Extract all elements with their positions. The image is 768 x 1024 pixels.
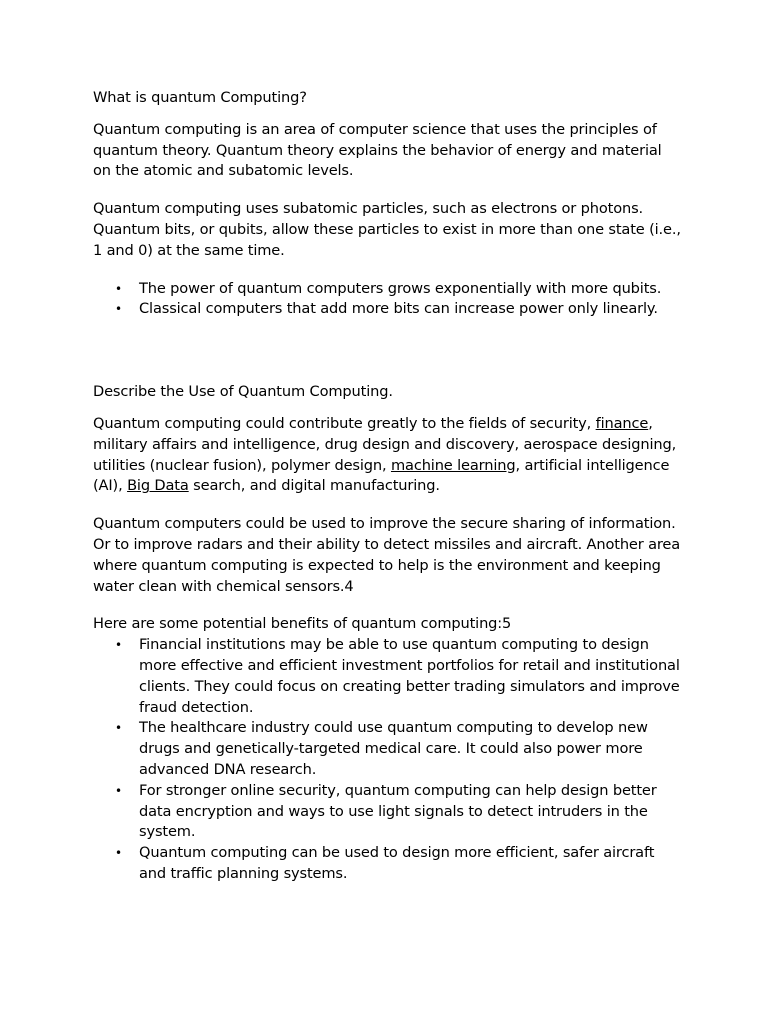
list-item-text: The power of quantum computers grows exponentially with more qubits. (139, 279, 662, 297)
paragraph-definition: Quantum computing is an area of computer science that uses the principles of quantum theory. Quantum theory explains the behavior of energy and material on the atomic and subatomic levels. (93, 120, 662, 180)
paragraph-text: Quantum computing could contribute greatly to the fields of security, (93, 414, 596, 432)
bullet-icon: • (115, 721, 122, 736)
paragraph-text: , artificial intelligence (AI), (93, 456, 670, 495)
list-item-text: Quantum computing can be used to design more efficient, safer aircraft and traffic planning systems. (139, 844, 655, 882)
list-item-text: The healthcare industry could use quantum computing to develop new drugs and genetically-targeted medical care. It could also power more advanced DNA research. (139, 719, 648, 778)
document-body (93, 88, 683, 885)
bullet-icon: • (115, 783, 122, 798)
section-heading-what-is: What is quantum Computing? (93, 89, 307, 106)
list-item (93, 635, 683, 718)
bullet-icon: • (115, 846, 122, 861)
list-item (93, 843, 683, 885)
paragraph-text: search, and digital manufacturing. (188, 477, 440, 495)
big-data-link[interactable]: Big Data (127, 477, 189, 495)
section-spacer (93, 320, 683, 382)
list-item-text: Financial institutions may be able to use quantum computing to design more effective and efficient investment portfolios for retail and institutional clients. They could focus on creating better trading simulators and improve fraud detection. (139, 636, 680, 716)
paragraph-qubits: Quantum computing uses subatomic particles, such as electrons or photons. Quantum bits, or qubits, allow these particles to exist in more than one state (i.e., 1 and 0) at the same time. (93, 200, 681, 259)
bullet-icon: • (115, 281, 122, 296)
list-item-text: For stronger online security, quantum computing can help design better data encryption and ways to use light signals to detect intruders in the system. (139, 781, 657, 841)
bullet-icon: • (115, 302, 122, 317)
bullet-list-power (93, 279, 683, 321)
list-item (93, 279, 683, 300)
list-item (93, 299, 683, 320)
machine-learning-link[interactable]: machine learning (390, 456, 516, 474)
paragraph-secure-sharing: Quantum computers could be used to improve the secure sharing of information. Or to improve radars and their ability to detect missiles and aircraft. Another area where quantum computing is expected to help is the environment and keeping water clean with chemical sensors.4 (93, 515, 681, 595)
list-item (93, 781, 683, 843)
paragraph-benefits-intro: Here are some potential benefits of quantum computing:5 (93, 615, 512, 633)
finance-link[interactable]: finance (595, 414, 649, 432)
paragraph-text: , military affairs and intelligence, drug design and discovery, aerospace designing, utilities (nuclear fusion), polymer design, (93, 414, 677, 474)
bullet-icon: • (115, 638, 122, 653)
paragraph-fields (93, 414, 683, 497)
list-item-text: Classical computers that add more bits can increase power only linearly. (139, 300, 658, 318)
bullet-list-benefits (93, 635, 683, 885)
list-item (93, 718, 683, 780)
section-heading-use: Describe the Use of Quantum Computing. (93, 383, 393, 401)
